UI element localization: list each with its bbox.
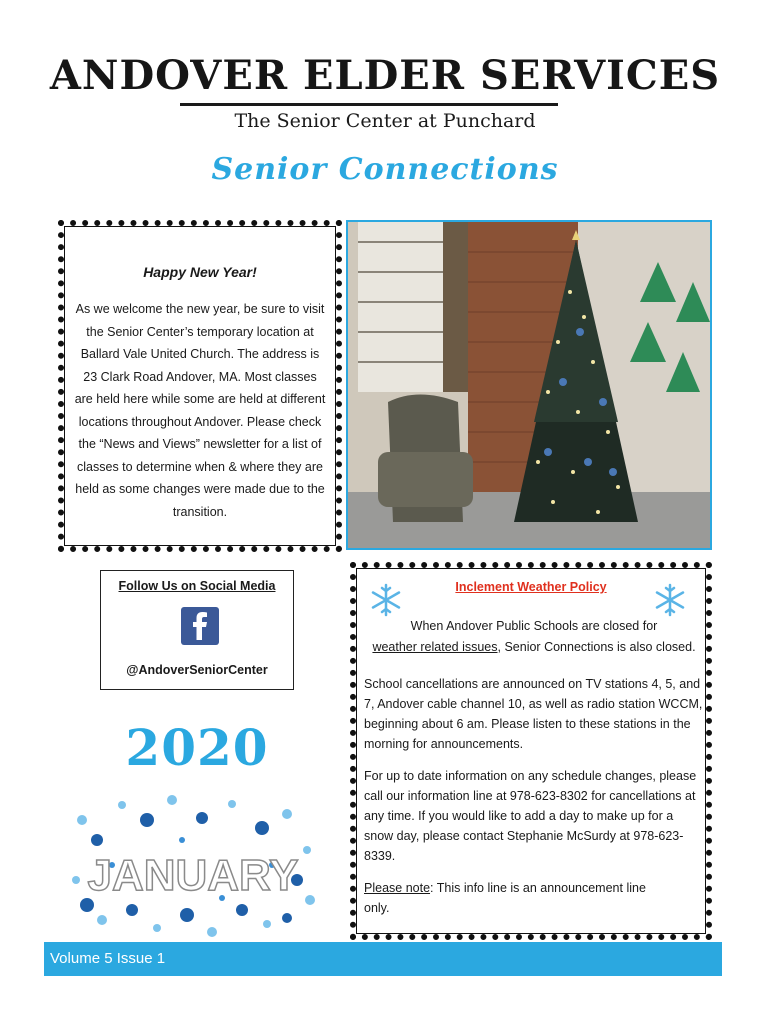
weather-note-text: : This info line is an announcement line only. xyxy=(364,881,646,915)
new-year-heading: Happy New Year! xyxy=(143,264,257,280)
newsletter-name: Senior Connections xyxy=(211,152,559,187)
new-year-body: As we welcome the new year, be sure to visit the Senior Center’s temporary location at Ballard Vale United Church. The address is 23 Clark Road Andover, MA. Most classes are held here while some are held at different locations throughout Andover. Please check the “News and Views” newsletter for a list of classes to determine when & where they are held as some changes were made due to the transition. xyxy=(74,302,326,519)
masthead-subtitle: The Senior Center at Punchard xyxy=(234,110,536,132)
january-graphic xyxy=(62,790,324,940)
snowflake-icon xyxy=(652,582,688,618)
weather-policy-box xyxy=(350,562,712,940)
weather-heading: Inclement Weather Policy xyxy=(455,580,607,594)
weather-note-label: Please note xyxy=(364,881,431,895)
snowflake-icon xyxy=(368,582,404,618)
new-year-box xyxy=(58,220,342,552)
social-heading: Follow Us on Social Media xyxy=(118,579,276,593)
weather-paragraph-tv: School cancellations are announced on TV stations 4, 5, and 7, Andover cable channel 10, as well as radio station WCCM, beginning about 6 am. Please listen to these stations in the morning for announcements. xyxy=(364,677,703,751)
issue-label: Volume 5 Issue 1 xyxy=(50,950,166,967)
masthead-divider xyxy=(180,103,558,106)
footer-bar xyxy=(44,942,722,976)
year-text: 2020 xyxy=(125,718,269,777)
social-media-box xyxy=(100,570,294,690)
weather-paragraph-info-line: For up to date information on any schedule changes, please call our information line at 978-623-8302 for cancellations at any time. If you would like to add a day to make up for a snow day, please contact Stephanie McSurdy at 978-623-8339. xyxy=(364,769,697,863)
weather-intro-line-2 xyxy=(366,637,702,658)
weather-intro-underlined: weather related issues xyxy=(372,640,498,654)
social-handle: @AndoverSeniorCenter xyxy=(126,663,268,677)
christmas-tree-photo xyxy=(346,220,712,550)
facebook-icon[interactable] xyxy=(181,607,219,645)
masthead-title: ANDOVER ELDER SERVICES xyxy=(49,52,721,99)
weather-intro xyxy=(366,616,702,658)
weather-note xyxy=(364,878,664,918)
weather-intro-rest: , Senior Connections is also closed. xyxy=(497,640,696,654)
photo-illustration xyxy=(348,222,710,548)
month-text: JANUARY xyxy=(87,851,299,900)
weather-intro-line-1: When Andover Public Schools are closed for xyxy=(410,619,658,633)
